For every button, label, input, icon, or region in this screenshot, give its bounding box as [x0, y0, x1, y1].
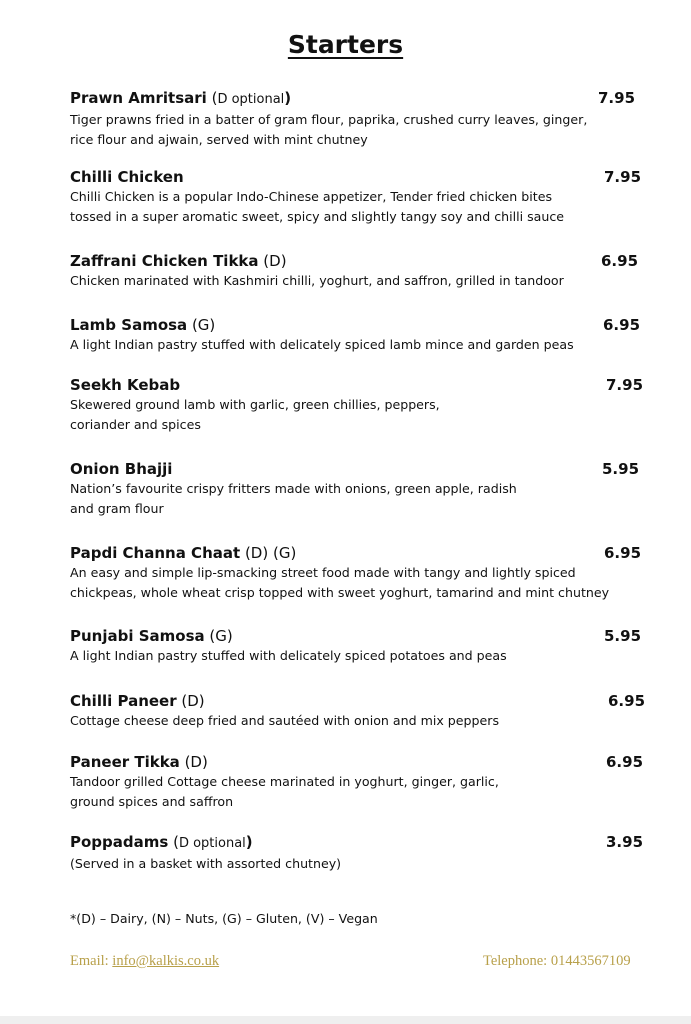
item-name: Chilli Paneer (D) [70, 692, 205, 710]
email-label: Email: [70, 953, 113, 969]
menu-item [70, 167, 670, 227]
menu-item [70, 251, 670, 291]
footer-telephone: Telephone: 01443567109 [483, 953, 631, 969]
bottom-divider [0, 1016, 691, 1024]
item-price: 7.95 [604, 168, 642, 186]
item-description-line: A light Indian pastry stuffed with delicately spiced potatoes and peas [70, 648, 507, 663]
item-description-line: An easy and simple lip-smacking street food made with tangy and lightly spiced [70, 565, 576, 580]
item-description-line: Tiger prawns fried in a batter of gram flour, paprika, crushed curry leaves, ginger, [70, 112, 588, 127]
item-name: Papdi Channa Chaat (D) (G) [70, 544, 297, 562]
menu-item [70, 315, 670, 355]
item-price: 3.95 [606, 833, 644, 851]
item-description-line: tossed in a super aromatic sweet, spicy and slightly tangy soy and chilli sauce [70, 209, 565, 224]
item-price: 6.95 [604, 544, 642, 562]
item-description-line: A light Indian pastry stuffed with delicately spiced lamb mince and garden peas [70, 337, 574, 352]
item-description-line: Nation’s favourite crispy fritters made with onions, green apple, radish [70, 481, 517, 496]
item-description-line: Tandoor grilled Cottage cheese marinated in yoghurt, ginger, garlic, [70, 774, 499, 789]
item-name: Chilli Chicken [70, 168, 184, 186]
item-name: Paneer Tikka (D) [70, 753, 208, 771]
menu-item [70, 459, 670, 519]
item-description-line: Cottage cheese deep fried and sautéed with onion and mix peppers [70, 713, 500, 728]
item-name: Prawn Amritsari (D optional) [70, 89, 292, 107]
menu-item [70, 626, 670, 666]
item-description-line: (Served in a basket with assorted chutney) [70, 856, 342, 871]
item-name: Zaffrani Chicken Tikka (D) [70, 252, 287, 270]
menu-item [70, 752, 670, 812]
item-price: 6.95 [603, 316, 641, 334]
item-description-line: and gram flour [70, 501, 164, 516]
item-price: 5.95 [602, 460, 640, 478]
item-price: 7.95 [598, 89, 636, 107]
item-price: 7.95 [606, 376, 644, 394]
item-description-line: coriander and spices [70, 417, 201, 432]
item-name: Seekh Kebab [70, 376, 181, 394]
item-name: Lamb Samosa (G) [70, 316, 216, 334]
menu-item [70, 543, 670, 603]
item-description-line: Skewered ground lamb with garlic, green chillies, peppers, [70, 397, 440, 412]
footer-email [70, 953, 219, 970]
item-price: 5.95 [604, 627, 642, 645]
item-name: Poppadams (D optional) [70, 833, 253, 851]
item-description-line: ground spices and saffron [70, 794, 234, 809]
menu-item [70, 832, 670, 874]
email-link[interactable]: info@kalkis.co.uk [112, 953, 220, 969]
item-name: Onion Bhajji [70, 460, 173, 478]
item-name: Punjabi Samosa (G) [70, 627, 233, 645]
item-price: 6.95 [606, 753, 644, 771]
item-description-line: Chilli Chicken is a popular Indo-Chinese appetizer, Tender fried chicken bites [70, 189, 553, 204]
item-description-line: Chicken marinated with Kashmiri chilli, yoghurt, and saffron, grilled in tandoor [70, 273, 564, 288]
item-description-line: chickpeas, whole wheat crisp topped with sweet yoghurt, tamarind and mint chutney [70, 585, 610, 600]
allergen-legend: *(D) – Dairy, (N) – Nuts, (G) – Gluten, (V) – Vegan [70, 911, 378, 926]
item-price: 6.95 [608, 692, 646, 710]
page-title: Starters [287, 30, 404, 59]
item-description-line: rice flour and ajwain, served with mint chutney [70, 132, 368, 147]
item-price: 6.95 [601, 252, 639, 270]
menu-item [70, 691, 670, 731]
menu-item [70, 375, 670, 435]
menu-item [70, 88, 670, 150]
